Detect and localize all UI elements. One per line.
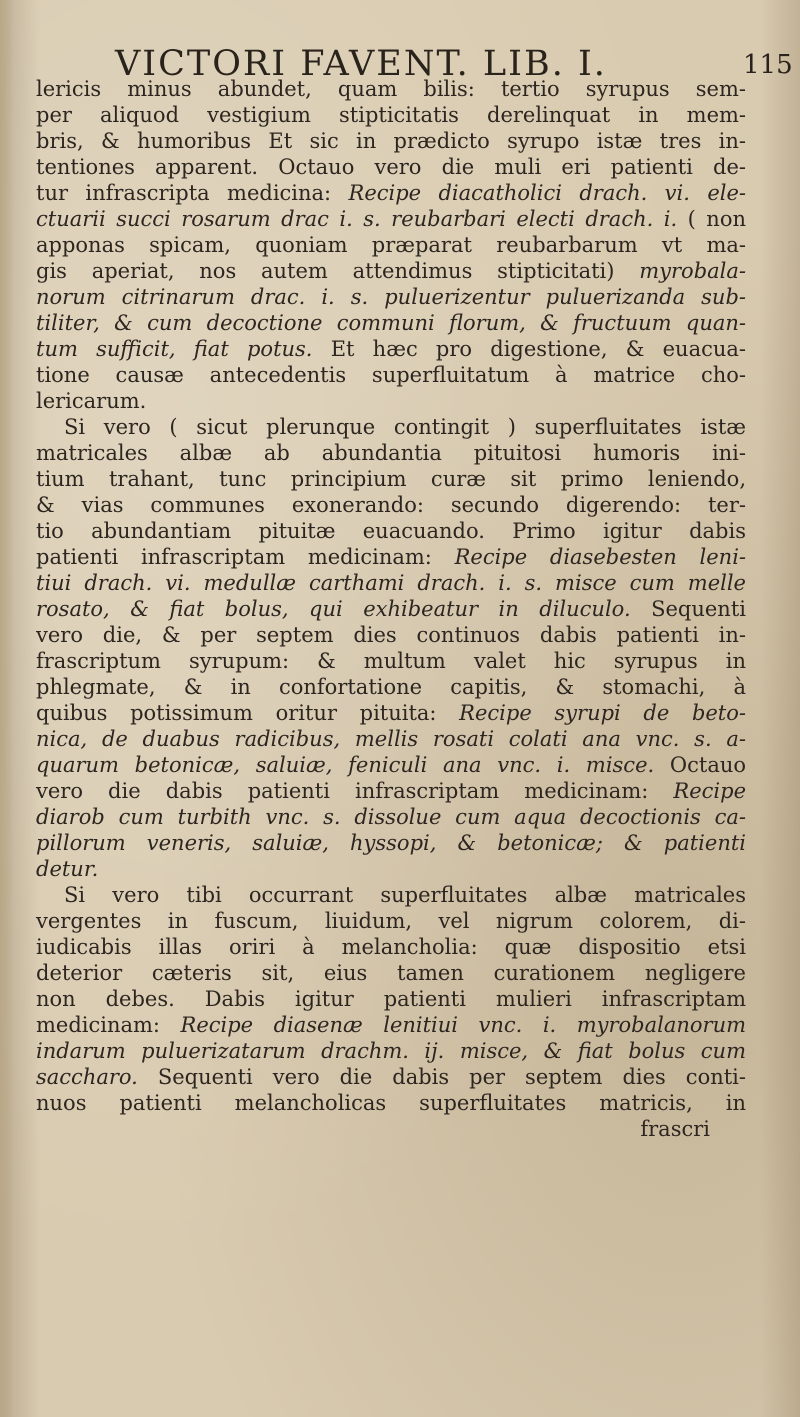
italic-text: norum citrinarum drac. i. s. puluerizentur puluerizanda sub- bbox=[36, 285, 746, 309]
paragraph bbox=[36, 882, 746, 1116]
roman-text: iudicabis illas oriri à melancholia: quæ dispositio etsi bbox=[36, 935, 746, 959]
page-binding-shadow bbox=[0, 0, 14, 1417]
italic-text: Recipe diasebesten leni- bbox=[454, 545, 747, 569]
text-line bbox=[36, 258, 746, 284]
text-line bbox=[36, 934, 746, 960]
roman-text: apponas spicam, quoniam præparat reubarbarum vt ma- bbox=[36, 233, 746, 257]
text-line bbox=[36, 544, 746, 570]
roman-text: nuos patienti melancholicas superfluitates matricis, in bbox=[36, 1091, 746, 1115]
italic-text: indarum puluerizatarum drachm. ij. misce, & fiat bolus cum bbox=[36, 1039, 746, 1063]
roman-text: vero die dabis patienti infrascriptam medicinam: bbox=[36, 779, 674, 803]
text-line bbox=[36, 570, 746, 596]
text-line bbox=[36, 414, 746, 440]
text-line bbox=[36, 596, 746, 622]
roman-text: tentiones apparent. Octauo vero die muli eri patienti de- bbox=[36, 155, 746, 179]
roman-text: ( non bbox=[677, 207, 746, 231]
text-line bbox=[36, 206, 746, 232]
page-number: 115 bbox=[743, 50, 793, 80]
italic-text: tiliter, & cum decoctione communi florum, & fructuum quan- bbox=[36, 311, 746, 335]
text-line bbox=[36, 830, 746, 856]
text-line bbox=[36, 518, 746, 544]
roman-text: Octauo bbox=[654, 753, 747, 777]
italic-text: rosato, & fiat bolus, qui exhibeatur in diluculo. bbox=[36, 597, 631, 621]
roman-text: bris, & humoribus Et sic in prædicto syrupo istæ tres in- bbox=[36, 129, 746, 153]
italic-text: detur. bbox=[36, 857, 99, 881]
italic-text: nica, de duabus radicibus, mellis rosati colati ana vnc. s. a- bbox=[36, 727, 746, 751]
text-line bbox=[36, 804, 746, 830]
roman-text: quibus potissimum oritur pituita: bbox=[36, 701, 460, 725]
text-line bbox=[36, 648, 746, 674]
text-line bbox=[36, 674, 746, 700]
italic-text: tiui drach. vi. medullæ carthami drach. i. s. misce cum melle bbox=[36, 571, 746, 595]
italic-text: pillorum veneris, saluiæ, hyssopi, & betonicæ; & patienti bbox=[36, 831, 746, 855]
roman-text: vergentes in fuscum, liuidum, vel nigrum colorem, di- bbox=[36, 909, 746, 933]
text-line bbox=[36, 1090, 746, 1116]
text-line bbox=[36, 232, 746, 258]
roman-text: lericis minus abundet, quam bilis: tertio syrupus sem- bbox=[36, 77, 746, 101]
italic-text: myrobala- bbox=[639, 259, 746, 283]
italic-text: quarum betonicæ, saluiæ, feniculi ana vnc. i. misce. bbox=[36, 753, 655, 777]
text-line bbox=[36, 388, 746, 414]
roman-text: Sequenti bbox=[630, 597, 746, 621]
italic-text: diarob cum turbith vnc. s. dissolue cum aqua decoctionis ca- bbox=[36, 805, 746, 829]
text-line bbox=[36, 1012, 746, 1038]
text-line bbox=[36, 310, 746, 336]
roman-text: tur infrascripta medicina: bbox=[36, 181, 349, 205]
roman-text: per aliquod vestigium stipticitatis derelinquat in mem- bbox=[36, 103, 746, 127]
roman-text: & vias communes exonerando: secundo digerendo: ter- bbox=[36, 493, 746, 517]
roman-text: tium trahant, tunc principium curæ sit primo leniendo, bbox=[36, 467, 746, 491]
running-title: VICTORI FAVENT. LIB. I. bbox=[115, 44, 607, 84]
text-line bbox=[36, 336, 746, 362]
italic-text: Recipe bbox=[673, 779, 746, 803]
text-line bbox=[36, 856, 746, 882]
roman-text: non debes. Dabis igitur patienti mulieri infrascriptam bbox=[36, 987, 746, 1011]
text-line bbox=[36, 726, 746, 752]
text-line bbox=[36, 700, 746, 726]
roman-text: matricales albæ ab abundantia pituitosi humoris ini- bbox=[36, 441, 746, 465]
roman-text: patienti infrascriptam medicinam: bbox=[36, 545, 455, 569]
text-line bbox=[36, 492, 746, 518]
catchword: frascri bbox=[640, 1117, 710, 1141]
roman-text: Sequenti vero die dabis per septem dies conti- bbox=[137, 1065, 746, 1089]
text-line bbox=[36, 986, 746, 1012]
text-line bbox=[36, 362, 746, 388]
roman-text: gis aperiat, nos autem attendimus stipticitati) bbox=[36, 259, 640, 283]
roman-text: frascriptum syrupum: & multum valet hic syrupus in bbox=[36, 649, 746, 673]
text-line bbox=[36, 1038, 746, 1064]
text-line bbox=[36, 960, 746, 986]
roman-text: tio abundantiam pituitæ euacuando. Primo igitur dabis bbox=[36, 519, 746, 543]
body-text bbox=[36, 76, 746, 1142]
roman-text: Si vero ( sicut plerunque contingit ) superfluitates istæ bbox=[64, 415, 746, 439]
roman-text: phlegmate, & in confortatione capitis, & stomachi, à bbox=[36, 675, 746, 699]
roman-text: tione causæ antecedentis superfluitatum à matrice cho- bbox=[36, 363, 746, 387]
text-line bbox=[36, 778, 746, 804]
text-line bbox=[36, 1064, 746, 1090]
text-line bbox=[36, 752, 746, 778]
roman-text: deterior cæteris sit, eius tamen curationem negligere bbox=[36, 961, 746, 985]
text-line bbox=[36, 76, 746, 102]
roman-text: vero die, & per septem dies continuos dabis patienti in- bbox=[36, 623, 746, 647]
roman-text: Si vero tibi occurrant superfluitates albæ matricales bbox=[64, 883, 746, 907]
text-line bbox=[36, 128, 746, 154]
text-line bbox=[36, 284, 746, 310]
text-line bbox=[36, 102, 746, 128]
roman-text: lericarum. bbox=[36, 389, 147, 413]
italic-text: Recipe syrupi de beto- bbox=[459, 701, 746, 725]
paragraph bbox=[36, 414, 746, 882]
paragraph bbox=[36, 76, 746, 414]
italic-text: tum sufficit, fiat potus. bbox=[36, 337, 313, 361]
italic-text: ctuarii succi rosarum drac i. s. reubarbari electi drach. i. bbox=[36, 207, 678, 231]
text-line bbox=[36, 882, 746, 908]
text-line bbox=[36, 466, 746, 492]
italic-text: Recipe diacatholici drach. vi. ele- bbox=[348, 181, 746, 205]
text-line bbox=[36, 622, 746, 648]
text-line bbox=[36, 180, 746, 206]
text-line bbox=[36, 154, 746, 180]
text-line bbox=[36, 440, 746, 466]
roman-text: Et hæc pro digestione, & euacua- bbox=[312, 337, 746, 361]
italic-text: saccharo. bbox=[36, 1065, 138, 1089]
text-line bbox=[36, 908, 746, 934]
italic-text: Recipe diasenæ lenitiui vnc. i. myrobalanorum bbox=[180, 1013, 747, 1037]
roman-text: medicinam: bbox=[36, 1013, 181, 1037]
